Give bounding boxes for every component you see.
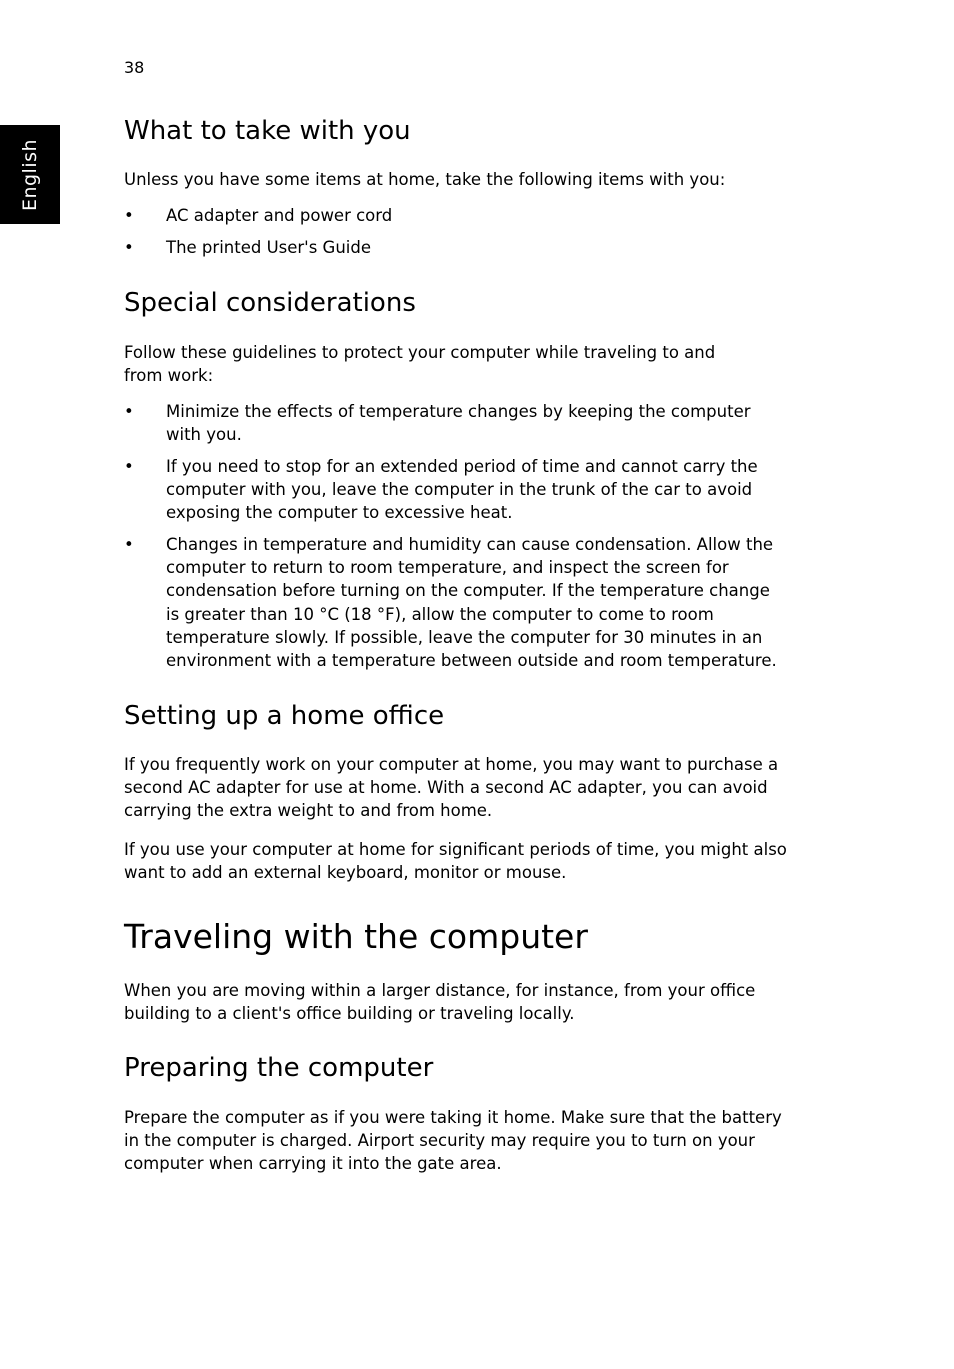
paragraph-line: from work: (124, 366, 214, 385)
bullet-icon: • (124, 457, 134, 476)
list-item-line: condensation before turning on the computer. If the temperature change (166, 581, 770, 601)
paragraph-line: second AC adapter for use at home. With a second AC adapter, you can avoid (124, 778, 768, 797)
section-heading-special-considerations: Special considerations (124, 288, 416, 318)
list-item-line: exposing the computer to excessive heat. (166, 503, 513, 523)
list-item-text: AC adapter and power cord (166, 206, 393, 225)
section-heading-home-office: Setting up a home office (124, 701, 445, 731)
list-item-text (166, 455, 758, 525)
list-item-line: with you. (166, 425, 242, 445)
paragraph: Unless you have some items at home, take the following items with you: (124, 170, 726, 189)
list-item-line: Changes in temperature and humidity can cause condensation. Allow the (166, 535, 774, 554)
list-item-line: If you need to stop for an extended period of time and cannot carry the (166, 457, 758, 476)
paragraph-line: When you are moving within a larger distance, for instance, from your office (124, 981, 756, 1000)
list-item-line: computer to return to room temperature, and inspect the screen for (166, 558, 729, 578)
paragraph-line: want to add an external keyboard, monitor or mouse. (124, 863, 567, 882)
section-heading-preparing: Preparing the computer (124, 1053, 434, 1083)
paragraph-line: If you frequently work on your computer at home, you may want to purchase a (124, 755, 779, 774)
list-item-line: computer with you, leave the computer in the trunk of the car to avoid (166, 480, 753, 500)
paragraph-line: building to a client's office building or traveling locally. (124, 1004, 575, 1023)
language-tab-label: English (19, 138, 41, 211)
bullet-icon: • (124, 402, 134, 421)
list-item-line: Minimize the effects of temperature changes by keeping the computer (166, 402, 751, 421)
page-number: 38 (124, 58, 145, 77)
list-item-text (166, 400, 751, 446)
bullet-icon: • (124, 535, 134, 554)
chapter-heading-traveling: Traveling with the computer (124, 917, 588, 956)
list-item-line: is greater than 10 °C (18 °F), allow the computer to come to room (166, 604, 714, 624)
paragraph-line: in the computer is charged. Airport security may require you to turn on your (124, 1131, 755, 1150)
bullet-icon: • (124, 206, 134, 225)
paragraph-line: computer when carrying it into the gate area. (124, 1154, 502, 1173)
paragraph-line: carrying the extra weight to and from home. (124, 801, 493, 820)
list-item-line: temperature slowly. If possible, leave the computer for 30 minutes in an (166, 627, 763, 647)
section-heading-what-to-take: What to take with you (124, 116, 411, 146)
language-tab (0, 125, 60, 224)
list-item-line: environment with a temperature between outside and room temperature. (166, 651, 777, 671)
paragraph-line: Prepare the computer as if you were taking it home. Make sure that the battery (124, 1108, 782, 1127)
bullet-icon: • (124, 238, 134, 257)
paragraph-line: If you use your computer at home for significant periods of time, you might also (124, 840, 787, 859)
list-item-text (166, 533, 777, 672)
list-item-text: The printed User's Guide (166, 238, 372, 257)
paragraph-line: Follow these guidelines to protect your computer while traveling to and (124, 343, 716, 362)
